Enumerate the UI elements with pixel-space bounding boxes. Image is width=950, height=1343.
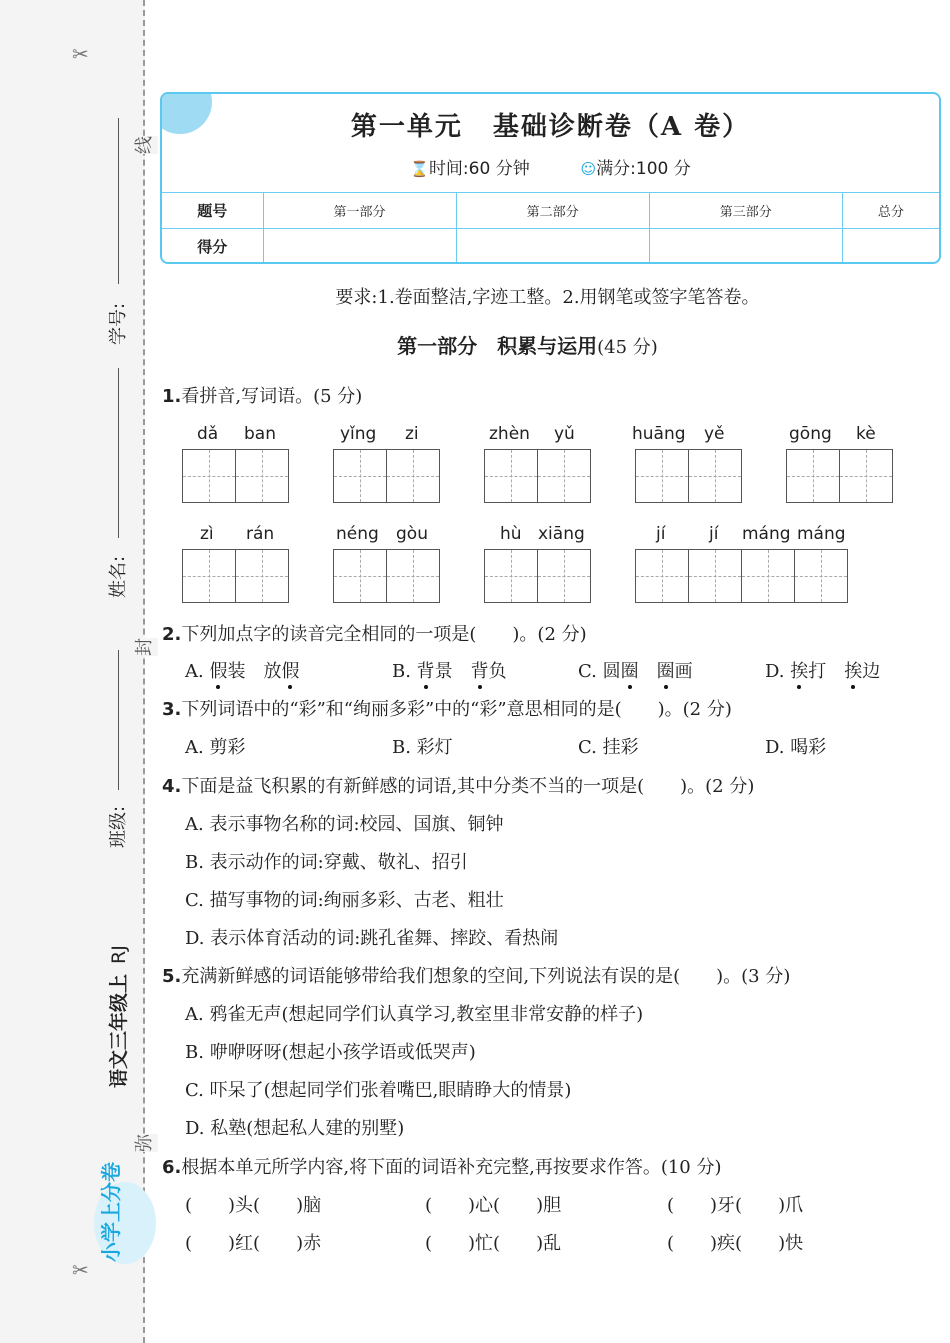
writing-grid[interactable] xyxy=(333,449,440,503)
q3-option-b[interactable]: B. 彩灯 xyxy=(392,737,453,758)
student-no-label: 学号: xyxy=(108,302,129,345)
pinyin: rán xyxy=(246,524,275,544)
score-label: 满分:100 分 xyxy=(596,159,691,179)
q2-option-a[interactable]: A. 假装 放假 xyxy=(185,657,299,683)
dotted-char: 圈 xyxy=(621,657,639,683)
pinyin: gōng xyxy=(789,424,832,444)
title-test: 基础诊断卷（A 卷） xyxy=(492,112,751,142)
q6-blank-item[interactable]: ( )头( )脑 xyxy=(185,1195,322,1216)
dotted-char: 背 xyxy=(417,657,435,683)
pinyin: yě xyxy=(704,424,725,444)
row-header-number: 题号 xyxy=(162,193,263,229)
pinyin: zhèn xyxy=(489,424,530,444)
part1-heading xyxy=(0,330,950,359)
pinyin: jí xyxy=(656,524,666,544)
logo-text: 小学上分卷 xyxy=(99,1162,123,1262)
dotted-char: 挨 xyxy=(844,657,862,683)
q4-number: 4. xyxy=(162,776,182,797)
q5-option-a[interactable]: A. 鸦雀无声(想起同学们认真学习,教室里非常安静的样子) xyxy=(185,1004,644,1025)
writing-grid[interactable] xyxy=(484,549,591,603)
pinyin: yǔ xyxy=(554,424,575,444)
q6-blank-item[interactable]: ( )牙( )爪 xyxy=(667,1195,804,1216)
binding-strip xyxy=(0,0,145,1343)
cut-mark-xian: 线 xyxy=(128,136,158,154)
score-table xyxy=(162,192,939,264)
col-total: 总分 xyxy=(842,193,939,229)
pinyin: máng xyxy=(742,524,791,544)
q4-option-b[interactable]: B. 表示动作的词:穿戴、敬礼、招引 xyxy=(185,852,468,873)
q6-number: 6. xyxy=(162,1157,182,1178)
writing-grid[interactable] xyxy=(182,449,289,503)
pinyin: néng xyxy=(336,524,379,544)
question-1 xyxy=(162,382,362,408)
exam-meta xyxy=(162,154,939,179)
q6-blank-item[interactable]: ( )心( )胆 xyxy=(425,1195,562,1216)
score-cell[interactable] xyxy=(842,229,939,265)
pinyin: dǎ xyxy=(197,424,219,444)
dotted-char: 挨 xyxy=(790,657,808,683)
subject-text: 语文三年级上 xyxy=(108,973,130,1088)
q3-option-c[interactable]: C. 挂彩 xyxy=(578,737,639,758)
part1-points: (45 分) xyxy=(597,337,658,358)
dotted-char: 背 xyxy=(471,657,489,683)
pinyin: hù xyxy=(500,524,522,544)
writing-grid[interactable] xyxy=(182,549,289,603)
writing-grid[interactable] xyxy=(484,449,591,503)
q3-option-a[interactable]: A. 剪彩 xyxy=(185,737,246,758)
q6-blank-item[interactable]: ( )红( )赤 xyxy=(185,1233,322,1254)
q4-option-c[interactable]: C. 描写事物的词:绚丽多彩、古老、粗壮 xyxy=(185,890,504,911)
pinyin: zì xyxy=(200,524,214,544)
class-line xyxy=(118,650,119,790)
q2-number: 2. xyxy=(162,624,182,645)
writing-grid[interactable] xyxy=(786,449,893,503)
edition-text: RJ xyxy=(108,945,130,964)
q2-option-d[interactable]: D. 挨打 挨边 xyxy=(765,657,880,683)
cut-mark-feng: 封 xyxy=(128,638,158,656)
name-line xyxy=(118,368,119,538)
q6-blank-item[interactable]: ( )疾( )快 xyxy=(667,1233,804,1254)
q1-text: 看拼音,写词语。(5 分) xyxy=(181,386,363,407)
q5-option-b[interactable]: B. 咿咿呀呀(想起小孩学语或低哭声) xyxy=(185,1042,476,1063)
col-part3: 第三部分 xyxy=(649,193,842,229)
q4-text: 下面是益飞积累的有新鲜感的词语,其中分类不当的一项是( )。(2 分) xyxy=(181,776,755,797)
q6-blank-item[interactable]: ( )忙( )乱 xyxy=(425,1233,562,1254)
row-header-score: 得分 xyxy=(162,229,263,265)
question-4 xyxy=(162,772,754,798)
title-unit: 第一单元 xyxy=(350,112,463,142)
question-2 xyxy=(162,620,587,646)
scissors-icon: ✂ xyxy=(72,1258,89,1282)
smiley-icon: ☺ xyxy=(580,160,597,178)
question-3 xyxy=(162,695,732,721)
name-label: 姓名: xyxy=(108,555,129,598)
q2-option-c[interactable]: C. 圆圈 圈画 xyxy=(578,657,693,683)
col-part1: 第一部分 xyxy=(263,193,456,229)
q6-text: 根据本单元所学内容,将下面的词语补充完整,再按要求作答。(10 分) xyxy=(181,1157,722,1178)
score-cell[interactable] xyxy=(456,229,649,265)
pinyin: máng xyxy=(797,524,846,544)
question-5 xyxy=(162,962,790,988)
pinyin: zi xyxy=(405,424,419,444)
score-cell[interactable] xyxy=(263,229,456,265)
pinyin: kè xyxy=(856,424,876,444)
q5-option-d[interactable]: D. 私塾(想起私人建的别墅) xyxy=(185,1118,405,1139)
pinyin: huāng xyxy=(632,424,686,444)
question-6 xyxy=(162,1153,722,1179)
q1-number: 1. xyxy=(162,386,182,407)
pinyin: ban xyxy=(244,424,276,444)
table-row xyxy=(162,229,939,265)
time-label: 时间:60 分钟 xyxy=(428,159,530,179)
q5-text: 充满新鲜感的词语能够带给我们想象的空间,下列说法有误的是( )。(3 分) xyxy=(181,966,791,987)
class-label: 班级: xyxy=(108,805,129,848)
q3-number: 3. xyxy=(162,699,182,720)
q3-option-d[interactable]: D. 喝彩 xyxy=(765,737,827,758)
hourglass-icon: ⌛ xyxy=(410,160,429,178)
student-no-line xyxy=(118,118,119,284)
score-cell[interactable] xyxy=(649,229,842,265)
dotted-char: 假 xyxy=(209,657,227,683)
q5-option-c[interactable]: C. 吓呆了(想起同学们张着嘴巴,眼睛睁大的情景) xyxy=(185,1080,572,1101)
part1-title: 第一部分 积累与运用 xyxy=(397,334,598,358)
subject-grade xyxy=(104,945,131,1088)
pinyin: jí xyxy=(709,524,719,544)
dotted-char: 圈 xyxy=(657,657,675,683)
exam-title xyxy=(162,106,939,143)
q5-number: 5. xyxy=(162,966,182,987)
q2-option-b[interactable]: B. 背景 背负 xyxy=(392,657,507,683)
requirements: 要求:1.卷面整洁,字迹工整。2.用钢笔或签字笔答卷。 xyxy=(335,287,760,308)
scissors-icon: ✂ xyxy=(72,42,89,66)
cut-mark-mi: 弥 xyxy=(128,1134,158,1152)
q2-text: 下列加点字的读音完全相同的一项是( )。(2 分) xyxy=(181,624,587,645)
q4-option-d[interactable]: D. 表示体育活动的词:跳孔雀舞、摔跤、看热闹 xyxy=(185,928,559,949)
pinyin: yǐng xyxy=(340,424,377,444)
pinyin: xiāng xyxy=(538,524,585,544)
q3-text: 下列词语中的“彩”和“绚丽多彩”中的“彩”意思相同的是( )。(2 分) xyxy=(181,699,732,720)
col-part2: 第二部分 xyxy=(456,193,649,229)
dotted-char: 假 xyxy=(281,657,299,683)
pinyin: gòu xyxy=(396,524,428,544)
q4-option-a[interactable]: A. 表示事物名称的词:校园、国旗、铜钟 xyxy=(185,814,504,835)
writing-grid[interactable] xyxy=(635,449,742,503)
writing-grid[interactable] xyxy=(333,549,440,603)
exam-header xyxy=(160,92,941,264)
writing-grid[interactable] xyxy=(635,549,848,603)
table-row xyxy=(162,193,939,229)
